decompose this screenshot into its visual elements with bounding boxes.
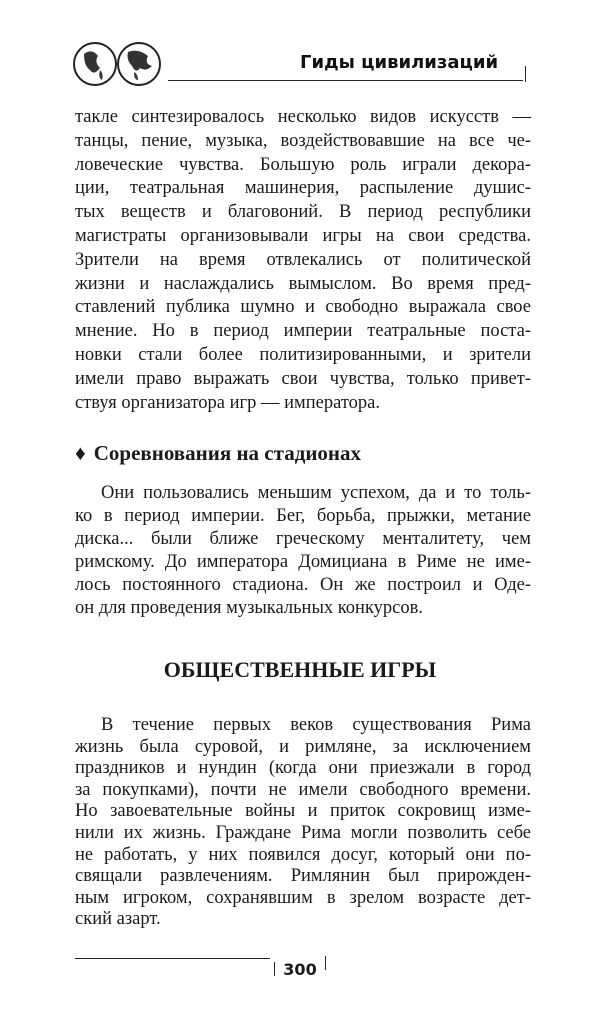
paragraph-theatre (75, 106, 531, 415)
text-line: ции, театральная машинерия, распыление душис- (75, 178, 531, 199)
text-line: мнение. Но в период империи театральные поста- (75, 321, 531, 342)
text-line: за покупками), почти не имели свободного времени. (75, 779, 531, 800)
globes-logo-icon (72, 40, 164, 88)
text-line: свящали развлечениям. Римлянин был прирожден- (75, 866, 531, 887)
text-line: тых веществ и благовоний. В период республики (75, 202, 531, 223)
running-title: Гиды цивилизаций (300, 52, 499, 73)
footer-rule-left (75, 958, 270, 959)
text-line: имели право выражать свои чувства, только привет- (75, 368, 531, 389)
page-number: 300 (272, 960, 328, 980)
text-line: праздников и нундин (когда они приезжали в город (75, 758, 531, 779)
text-line: ставлений публика шумно и свободно выражала свое (75, 297, 531, 318)
text-line: ловеческие чувства. Большую роль играли декора- (75, 154, 531, 175)
text-line: Но завоевательные войны и приток сокровищ изме- (75, 801, 531, 822)
text-line: лось постоянного стадиона. Он же построил и Оде- (75, 575, 531, 595)
text-line: жизни и наслаждались вымыслом. Во время пред- (75, 273, 531, 294)
text-line: ным игроком, сохранявшим в зрелом возрасте дет- (75, 887, 531, 908)
text-line: магистраты организовывали игры на свои средства. (75, 225, 531, 246)
paragraph-stadiums (75, 482, 531, 620)
text-line: Зрители на время отвлекались от политической (75, 249, 531, 270)
text-line: ский азарт. (75, 909, 161, 930)
text-line: он для проведения музыкальных конкурсов. (75, 598, 424, 618)
text-line: ствуя организатора игр — императора. (75, 392, 381, 413)
text-line: В течение первых веков существования Рима (101, 715, 531, 735)
paragraph-public-games (75, 715, 531, 931)
text-line: не работать, у них появился досуг, который они по- (75, 844, 531, 865)
diamond-bullet-icon: ♦ (75, 441, 86, 465)
section-title: ОБЩЕСТВЕННЫЕ ИГРЫ (163, 657, 437, 682)
text-line: римскому. До императора Домициана в Риме не име- (75, 552, 531, 572)
text-line: новки стали более политизированными, и зрители (75, 344, 531, 365)
text-line: танцы, пение, музыка, воздействовавшие на все че- (75, 130, 531, 151)
header-rule-tick (525, 66, 526, 82)
text-line: ко в период империи. Бег, борьба, прыжки, метание (75, 506, 531, 526)
text-line: такле синтезировалось несколько видов искусств — (75, 107, 531, 127)
subheading (75, 440, 361, 466)
subheading-text: Соревнования на стадионах (93, 441, 362, 465)
text-line: жизнь была суровой, и римляне, за исключением (75, 736, 531, 757)
text-line: нили их жизнь. Граждане Рима могли позволить себе (75, 822, 531, 843)
header-rule (168, 80, 523, 81)
text-line: Они пользовались меньшим успехом, да и то толь- (101, 483, 531, 503)
text-line: диска... были ближе греческому менталитету, чем (75, 529, 531, 549)
